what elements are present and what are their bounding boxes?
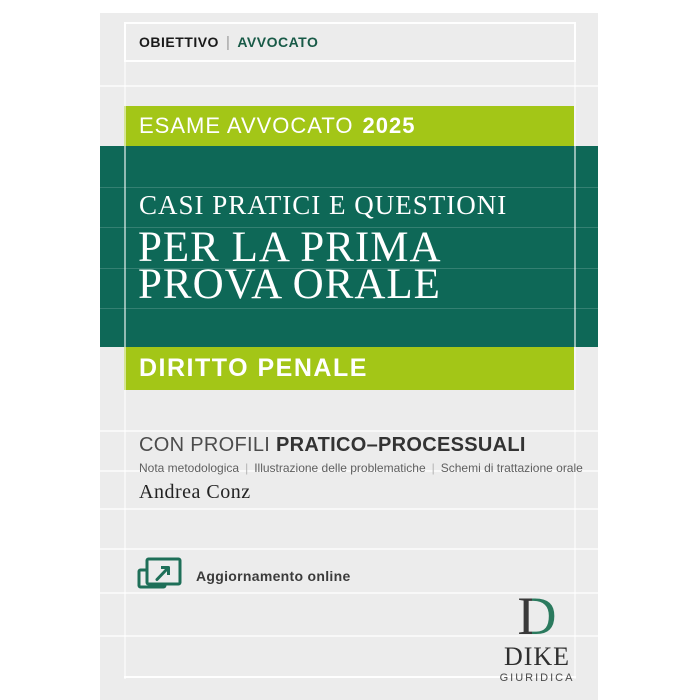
series-band <box>124 106 574 146</box>
features-details <box>139 461 583 475</box>
features-intro-regular: CON PROFILI <box>139 434 276 456</box>
grid-line <box>100 508 598 510</box>
series-title: ESAME AVVOCATO <box>139 113 354 138</box>
features-intro-bold: PRATICO–PROCESSUALI <box>275 434 526 456</box>
author-name: Andrea Conz <box>139 481 251 503</box>
feature-item: Schemi di trattazione orale <box>440 461 583 475</box>
update-badge <box>137 557 351 595</box>
grid-line-vertical-right <box>574 22 576 679</box>
book-cover <box>100 13 598 700</box>
title-block <box>100 146 598 347</box>
subject-band <box>124 347 574 390</box>
grid-line <box>100 85 598 87</box>
publisher-subtitle: GIURIDICA <box>499 672 575 685</box>
publisher-initial-d: D <box>517 586 557 646</box>
grid-line <box>100 187 598 188</box>
update-badge-label: Aggiornamento online <box>196 568 351 584</box>
feature-separator: | <box>245 461 249 475</box>
features-block <box>139 434 583 475</box>
brand-obiettivo-label: OBIETTIVO <box>139 34 219 50</box>
features-intro <box>139 434 583 457</box>
grid-line <box>100 548 598 550</box>
brand-separator: | <box>225 33 231 51</box>
title-kicker: CASI PRATICI E QUESTIONI <box>139 190 508 220</box>
online-update-icon <box>137 557 183 595</box>
brand-avvocato-label: AVVOCATO <box>237 34 319 50</box>
series-year: 2025 <box>362 113 416 138</box>
feature-item: Illustrazione delle problematiche <box>254 461 426 475</box>
brand-header <box>124 22 576 62</box>
subject-label: DIRITTO PENALE <box>139 354 368 382</box>
feature-separator: | <box>431 461 435 475</box>
feature-item: Nota metodologica <box>139 461 240 475</box>
grid-line-vertical-left <box>124 22 126 679</box>
grid-line <box>100 308 598 309</box>
main-title-line2: PROVA ORALE <box>138 261 441 308</box>
main-title-line1: PER LA PRIMA <box>138 224 442 271</box>
grid-line <box>100 430 598 432</box>
publisher-logo <box>498 586 576 685</box>
publisher-name: DIKE <box>503 642 571 672</box>
